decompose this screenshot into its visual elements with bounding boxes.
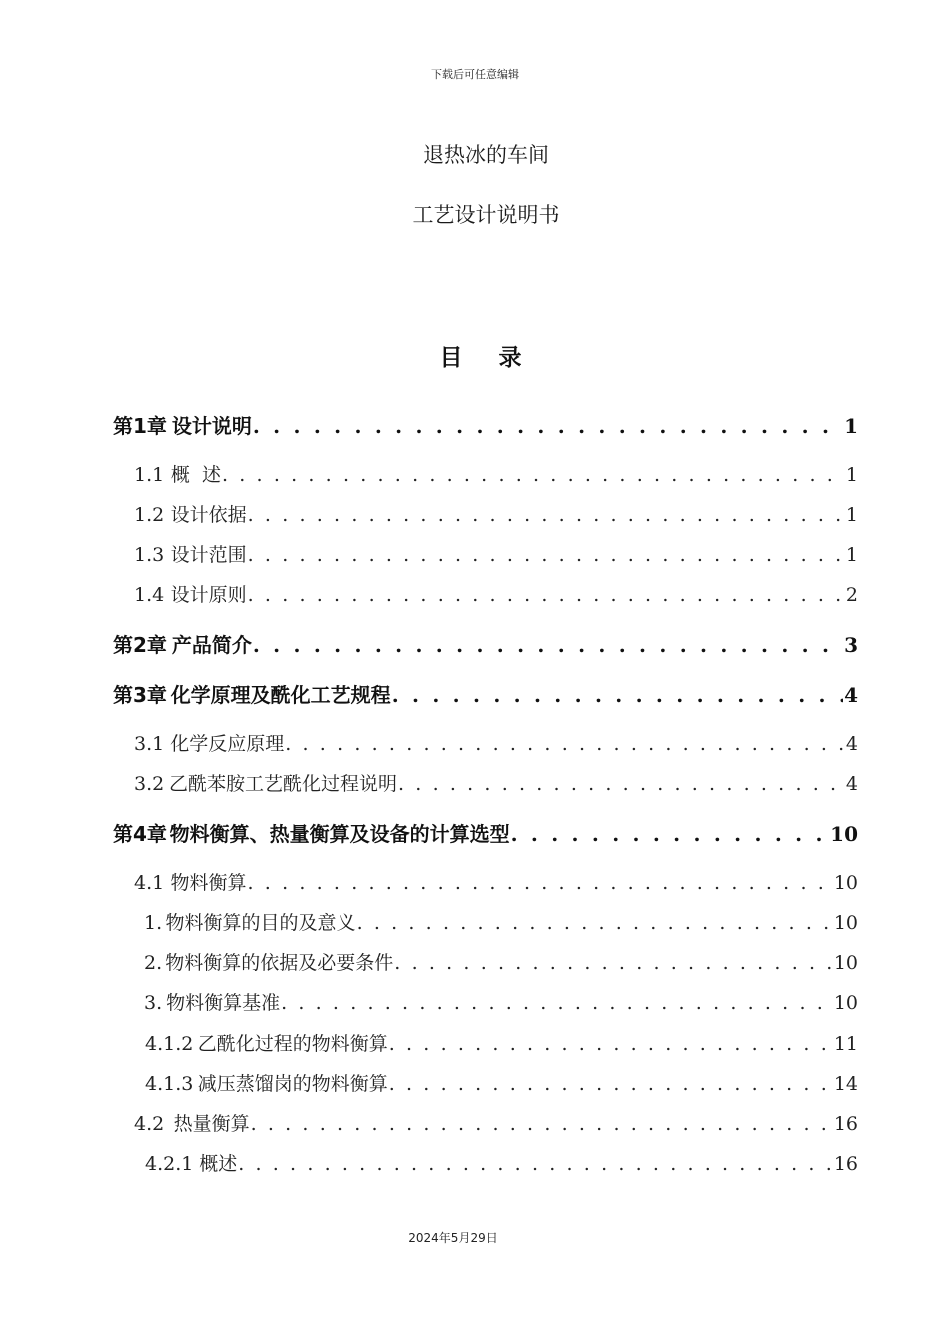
toc-entry-page: 1 (845, 504, 858, 526)
toc-entry-label: 物料衡算的依据及必要条件 (165, 952, 394, 974)
toc-entry-1-3[interactable] (134, 540, 858, 570)
toc-leader-dots (238, 1153, 833, 1175)
toc-entry-label: 设计依据 (170, 504, 247, 526)
toc-entry-number: 第2章 (113, 633, 167, 657)
header-note: 下载后可任意编辑 (431, 68, 519, 81)
toc-entry-4-1-item-1[interactable] (144, 908, 858, 938)
toc-leader-dots (253, 633, 843, 657)
toc-leader-dots (389, 1033, 833, 1055)
toc-entry-page: 1 (844, 414, 858, 438)
toc-entry-number: 3.2 (134, 773, 165, 795)
toc-entry-number: 第3章 (113, 683, 167, 707)
toc-entry-1-1[interactable] (134, 460, 858, 490)
toc-entry-label: 设计范围 (170, 544, 247, 566)
document-title-line1: 退热冰的车间 (423, 143, 549, 167)
toc-leader-dots (511, 822, 830, 846)
toc-entry-3-2[interactable] (134, 769, 858, 799)
toc-entry-number: 第4章 (113, 822, 167, 846)
toc-entry-page: 1 (845, 464, 858, 486)
toc-entry-page: 10 (833, 872, 858, 894)
toc-entry-4-2-1[interactable] (145, 1149, 858, 1179)
toc-entry-chapter-2[interactable] (113, 629, 858, 659)
toc-entry-label: 概 述 (170, 464, 221, 486)
toc-entry-page: 14 (833, 1073, 858, 1095)
toc-entry-label: 乙酰苯胺工艺酰化过程说明 (169, 773, 398, 795)
toc-entry-label: 物料衡算基准 (166, 992, 281, 1014)
toc-entry-number: 4.1.3 (145, 1073, 194, 1095)
toc-entry-number: 4.1.2 (145, 1033, 194, 1055)
toc-leader-dots (285, 733, 845, 755)
toc-entry-1-2[interactable] (134, 500, 858, 530)
toc-entry-4-1-2[interactable] (145, 1029, 858, 1059)
toc-entry-4-1[interactable] (134, 868, 858, 898)
toc-entry-page: 1 (845, 544, 858, 566)
toc-entry-chapter-3[interactable] (113, 679, 858, 709)
toc-leader-dots (253, 414, 843, 438)
toc-entry-number: 4.1 (134, 872, 165, 894)
toc-entry-number: 1.1 (134, 464, 165, 486)
toc-entry-number: 1.2 (134, 504, 165, 526)
toc-entry-page: 3 (844, 633, 858, 657)
toc-leader-dots (392, 683, 843, 707)
toc-leader-dots (251, 1113, 833, 1135)
toc-entry-chapter-4[interactable] (113, 818, 858, 848)
toc-entry-chapter-1[interactable] (113, 410, 858, 440)
toc-entry-4-1-item-2[interactable] (144, 948, 858, 978)
toc-entry-page: 16 (833, 1113, 858, 1135)
toc-leader-dots (248, 504, 845, 526)
toc-entry-number: 2. (144, 952, 163, 974)
toc-leader-dots (222, 464, 845, 486)
toc-leader-dots (248, 872, 833, 894)
toc-leader-dots (398, 773, 845, 795)
toc-entry-number: 4.2.1 (145, 1153, 194, 1175)
toc-leader-dots (389, 1073, 833, 1095)
toc-entry-page: 4 (845, 733, 858, 755)
toc-entry-page: 4 (844, 683, 858, 707)
toc-entry-number: 1. (144, 912, 163, 934)
toc-entry-label: 乙酰化过程的物料衡算 (197, 1033, 388, 1055)
toc-entry-4-2[interactable] (134, 1109, 858, 1139)
toc-entry-page: 4 (845, 773, 858, 795)
toc-entry-number: 4.2 (134, 1113, 165, 1135)
toc-entry-label: 物料衡算、热量衡算及设备的计算选型 (169, 822, 510, 846)
toc-entry-number: 3.1 (134, 733, 165, 755)
toc-entry-page: 11 (833, 1033, 858, 1055)
toc-entry-label: 减压蒸馏岗的物料衡算 (197, 1073, 388, 1095)
footer-date: 2024年5月29日 (408, 1231, 498, 1245)
toc-heading: 目 录 (439, 344, 536, 371)
toc-entry-label: 热量衡算 (173, 1113, 250, 1135)
toc-entry-number: 1.3 (134, 544, 165, 566)
toc-entry-label: 化学原理及酰化工艺规程 (170, 683, 391, 707)
toc-entry-page: 10 (833, 992, 858, 1014)
toc-entry-label: 设计说明 (171, 414, 252, 438)
toc-entry-page: 10 (830, 822, 858, 846)
toc-entry-number: 第1章 (113, 414, 167, 438)
toc-entry-label: 化学反应原理 (170, 733, 285, 755)
toc-entry-page: 10 (833, 912, 858, 934)
toc-entry-number: 3. (144, 992, 163, 1014)
toc-leader-dots (394, 952, 833, 974)
toc-entry-number: 1.4 (134, 584, 165, 606)
toc-leader-dots (281, 992, 833, 1014)
toc-entry-label: 物料衡算的目的及意义 (165, 912, 356, 934)
toc-entry-label: 概述 (199, 1153, 238, 1175)
toc-entry-label: 产品简介 (171, 633, 252, 657)
toc-entry-label: 物料衡算 (170, 872, 247, 894)
toc-entry-page: 2 (845, 584, 858, 606)
toc-leader-dots (248, 544, 845, 566)
toc-entry-page: 10 (833, 952, 858, 974)
toc-entry-label: 设计原则 (170, 584, 247, 606)
toc-entry-1-4[interactable] (134, 580, 858, 610)
toc-entry-4-1-3[interactable] (145, 1069, 858, 1099)
toc-entry-3-1[interactable] (134, 729, 858, 759)
toc-entry-4-1-item-3[interactable] (144, 988, 858, 1018)
toc-entry-page: 16 (833, 1153, 858, 1175)
toc-leader-dots (248, 584, 845, 606)
toc-leader-dots (357, 912, 833, 934)
document-title-line2: 工艺设计说明书 (412, 203, 560, 227)
